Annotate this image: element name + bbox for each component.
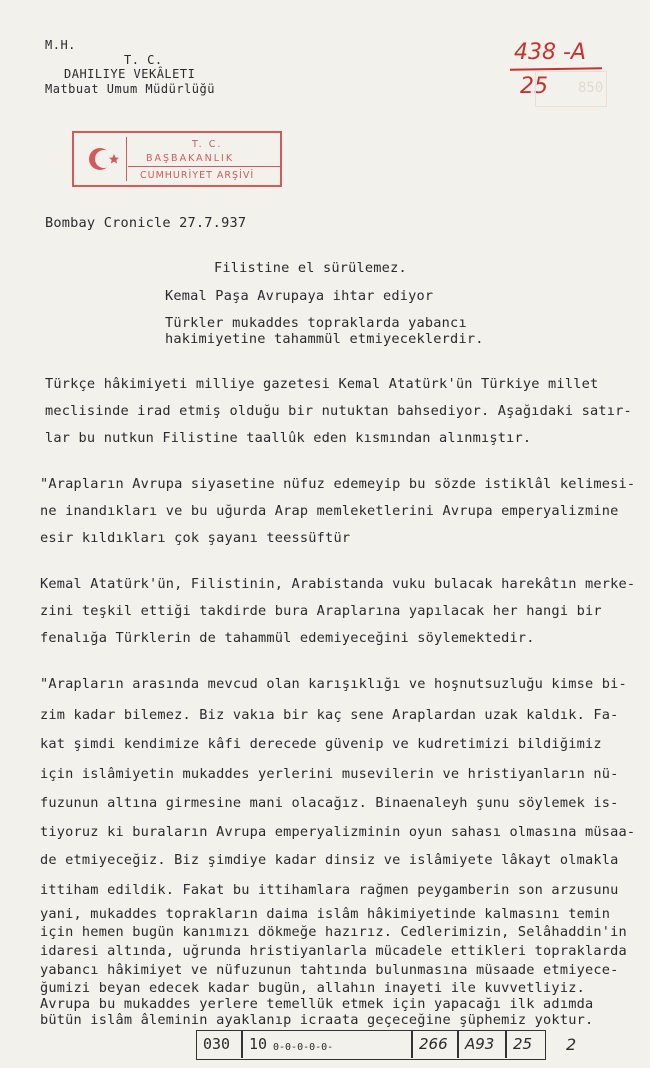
faint-stamp-number: 850 (578, 80, 604, 96)
body-line: zini teşkil ettiği takdirde bura Araplarına yapılacak her hangi bir (40, 603, 602, 619)
archive-fond: 030 (203, 1035, 231, 1053)
body-line: Avrupa bu mukaddes yerlere temellük etmek için yapacağı ilk adımda (40, 996, 594, 1012)
stamp-line2: CUMHURİYET ARŞİVİ (140, 170, 255, 181)
archive-sub: 0-0-0-0-0- (273, 1042, 334, 1053)
faint-stamp (535, 71, 607, 107)
archive-sep (241, 1031, 243, 1058)
headline-1: Filistine el sürülemez. (214, 260, 407, 276)
body-line: Kemal Atatürk'ün, Filistinin, Arabistanda vuku bulacak harekâtın merke- (40, 576, 636, 592)
body-line: lar bu nutkun Filistine taallûk eden kısmından alınmıştır. (45, 430, 532, 446)
body-line: meclisinde irad etmiş olduğu bir nutuktan bahsediyor. Aşağıdaki satır- (45, 403, 632, 419)
body-line: ne inandıkları ve bu uğurda Arap memleketlerini Avrupa emperyalizmine (40, 503, 619, 519)
body-line: yabancı hâkimiyet ve nüfuzunun tahtında bulunmasına müsaade etmiyece- (40, 962, 619, 978)
header-mh: M.H. (45, 38, 76, 52)
stamp-line1: BAŞBAKANLIK (146, 153, 235, 164)
archive-file: A93 (465, 1035, 495, 1053)
header-ministry: DAHILIYE VEKÂLETI (64, 67, 196, 81)
body-line: tiyoruz ki buraların Avrupa emperyalizminin oyun sahası olmasına müsaa- (40, 824, 636, 840)
side-mark: 2 (566, 1035, 577, 1054)
body-line: "Arapların arasında mevcud olan karışıklığı ve hoşnutsuzluğu kimse bi- (40, 676, 627, 692)
body-line: "Arapların Avrupa siyasetine nüfuz edemeyip bu sözde istiklâl kelimesi- (40, 476, 636, 492)
body-line: idaresi altında, uğrunda hristiyanlarla mücadele ettikleri topraklarda (40, 943, 627, 959)
body-line: yani, mukaddes toprakların daima islâm hâkimiyetinde kalmasını temin (40, 906, 611, 922)
body-line: zim kadar bilemez. Biz vakıa bir kaç sene Araplardan uzak kaldık. Fa- (40, 707, 619, 723)
body-line: için hemen bugün kanımızı dökmeğe hazırız. Cedlerimizin, Selâhaddin'in (40, 924, 627, 940)
body-line: Türkçe hâkimiyeti milliye gazetesi Kemal Atatürk'ün Türkiye millet (45, 376, 599, 392)
stamp-divider (128, 166, 280, 167)
body-line: bütün islâm âleminin ayaklanıp icraata geçeceğine şüphemiz yoktur. (40, 1012, 594, 1028)
header-tc: T. C. (124, 53, 163, 67)
body-line: de etmiyeceğiz. Biz şimdiye kadar dinsiz ve islâmiyete lâkayt olmakla (40, 852, 619, 868)
body-line: için islâmiyetin mukaddes yerlerini musevilerin ve hristiyanların nü- (40, 766, 619, 782)
headline-3: Türkler mukaddes topraklarda yabancı (165, 315, 467, 331)
archive-box: 266 (419, 1035, 448, 1053)
body-line: kat şimdi kendimize kâfi derecede güvenip ve kudretimizi bildiğimiz (40, 736, 602, 752)
body-line: fuzunun altına girmesine mani olacağız. Binaenaleyh şunu söylemek is- (40, 795, 619, 811)
stamp-tc: T. C. (192, 139, 223, 150)
headline-4: hakimiyetine tahammül etmiyeceklerdir. (165, 331, 484, 347)
header-directorate: Matbuat Umum Müdürlüğü (45, 82, 215, 96)
archive-sep (457, 1031, 459, 1058)
archive-item: 25 (513, 1035, 533, 1053)
headline-2: Kemal Paşa Avrupaya ihtar ediyor (165, 288, 434, 304)
archive-sep (505, 1031, 507, 1058)
handwritten-ref-top: 438 -A (514, 40, 586, 65)
handwritten-ref-bottom: 25 (520, 74, 548, 99)
body-line: ğumizi beyan edecek kadar bugün, allahın inayeti ile kuvvetliyiz. (40, 980, 585, 996)
body-line: fenalığa Türklerin de tahammül edemiyeceğini söylemektedir. (40, 630, 535, 646)
crescent-star-icon (78, 137, 127, 181)
source-line: Bombay Cronicle 27.7.937 (45, 215, 247, 231)
body-line: esir kıldıkları çok şayanı teessüftür (40, 530, 351, 546)
archive-series: 10 (249, 1035, 268, 1053)
archive-code-box (196, 1030, 546, 1060)
body-line: ittiham edildik. Fakat bu ittihamlara rağmen peygamberin son arzusunu (40, 882, 619, 898)
archive-stamp (72, 131, 282, 187)
archive-sep (411, 1031, 413, 1058)
